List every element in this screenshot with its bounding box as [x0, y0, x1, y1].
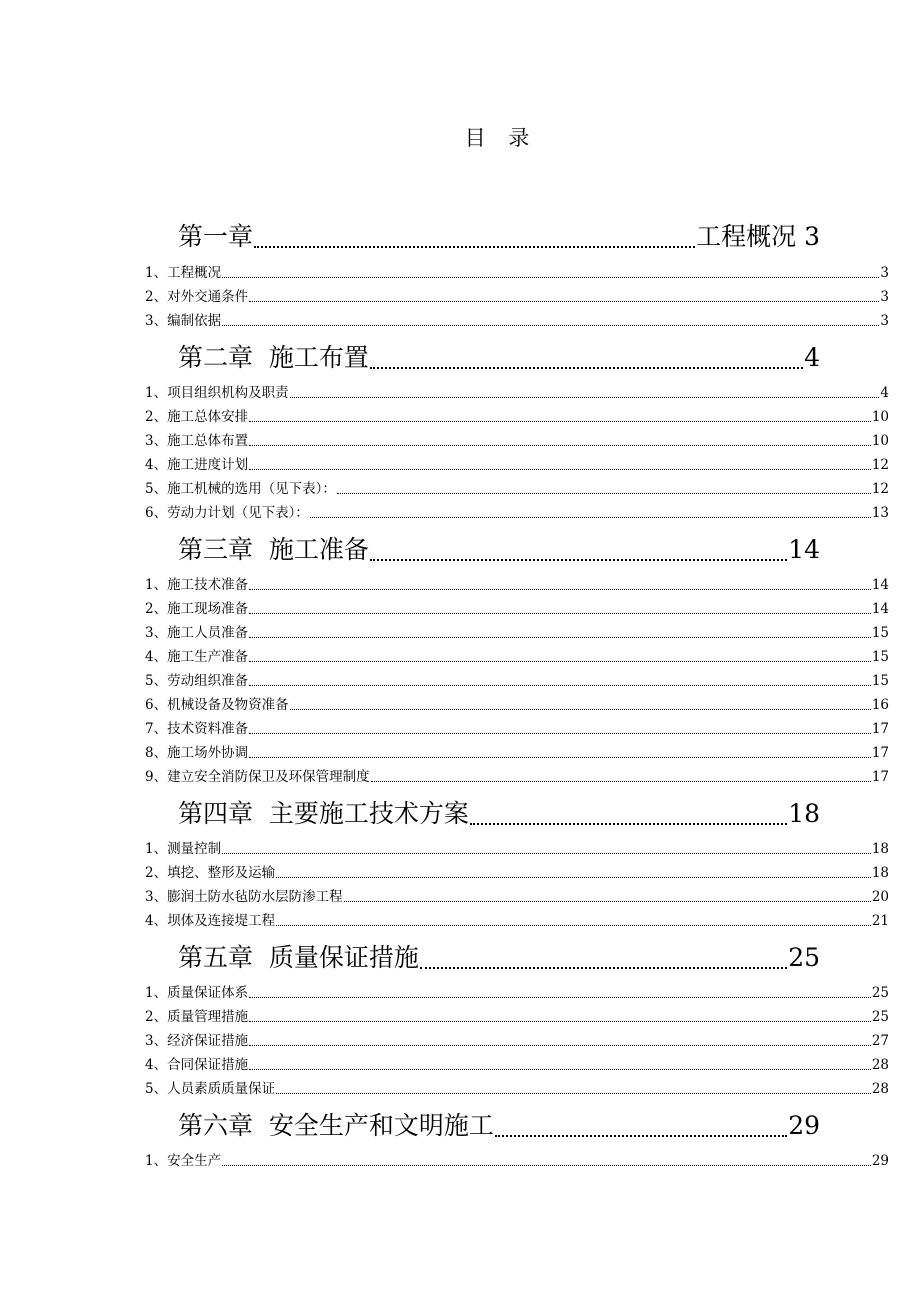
toc-section-entry[interactable]: [145, 717, 889, 737]
section-title: 1、工程概况: [145, 265, 222, 281]
chapter-title: 第三章 施工准备: [178, 535, 369, 564]
page-number: 17: [871, 769, 889, 785]
toc-chapter-entry[interactable]: [178, 1106, 820, 1142]
section-title: 6、劳动力计划（见下表）：: [145, 505, 309, 521]
page-number: 4: [880, 385, 889, 401]
dot-leader: [249, 1044, 871, 1046]
dot-leader: [470, 822, 787, 825]
section-title: 3、施工总体布置: [145, 433, 249, 449]
toc-chapter-entry[interactable]: [178, 530, 820, 566]
toc-section-entry[interactable]: [145, 861, 889, 881]
section-title: 8、施工场外协调: [145, 745, 249, 761]
section-title: 5、施工机械的选用（见下表）：: [145, 481, 336, 497]
page-number: 18: [788, 799, 820, 828]
dot-leader: [249, 996, 871, 998]
dot-leader: [254, 245, 695, 248]
toc-section-entry[interactable]: [145, 453, 889, 473]
dot-leader: [290, 396, 880, 398]
page-number: 25: [871, 1009, 889, 1025]
dot-leader: [249, 300, 879, 302]
dot-leader: [222, 324, 879, 326]
page-number: 28: [871, 1081, 889, 1097]
page-number: 12: [871, 457, 889, 473]
page-number: 15: [871, 649, 889, 665]
toc-section-entry[interactable]: [145, 837, 889, 857]
dot-leader: [495, 1134, 787, 1137]
page-number: 16: [871, 697, 889, 713]
section-title: 3、经济保证措施: [145, 1033, 249, 1049]
page-number: 10: [871, 433, 889, 449]
page-number: 4: [804, 343, 820, 372]
toc-section-entry[interactable]: [145, 429, 889, 449]
toc-chapter-entry[interactable]: [178, 217, 820, 253]
dot-leader: [249, 732, 871, 734]
section-title: 5、人员素质质量保证: [145, 1081, 276, 1097]
toc-section-entry[interactable]: [145, 1149, 889, 1169]
page-number: 29: [871, 1153, 889, 1169]
toc-section-entry[interactable]: [145, 765, 889, 785]
dot-leader: [344, 900, 871, 902]
dot-leader: [249, 660, 871, 662]
section-title: 2、质量管理措施: [145, 1009, 249, 1025]
dot-leader: [249, 684, 871, 686]
toc-section-entry[interactable]: [145, 285, 889, 305]
toc-section-entry[interactable]: [145, 597, 889, 617]
dot-leader: [249, 588, 871, 590]
page-number: 17: [871, 721, 889, 737]
page-number: 17: [871, 745, 889, 761]
toc-section-entry[interactable]: [145, 1077, 889, 1097]
toc-section-entry[interactable]: [145, 381, 889, 401]
page-number: 18: [871, 841, 889, 857]
chapter-title: 第二章 施工布置: [178, 343, 369, 372]
toc-section-entry[interactable]: [145, 981, 889, 1001]
toc-title: 目 录: [464, 126, 538, 150]
dot-leader: [249, 1020, 871, 1022]
dot-leader: [249, 636, 871, 638]
toc-section-entry[interactable]: [145, 693, 889, 713]
toc-section-entry[interactable]: [145, 261, 889, 281]
toc-section-entry[interactable]: [145, 1005, 889, 1025]
page-number: 3: [880, 313, 889, 329]
section-title: 3、膨润土防水毡防水层防渗工程: [145, 889, 343, 905]
section-title: 2、施工总体安排: [145, 409, 249, 425]
chapter-title: 第一章: [178, 222, 254, 251]
page-number: 15: [871, 673, 889, 689]
dot-leader: [276, 1092, 871, 1094]
section-title: 3、编制依据: [145, 313, 222, 329]
page-number: 14: [871, 601, 889, 617]
page-number: 25: [788, 943, 820, 972]
section-title: 3、施工人员准备: [145, 625, 249, 641]
dot-leader: [222, 1164, 871, 1166]
toc-chapter-entry[interactable]: [178, 938, 820, 974]
section-title: 1、测量控制: [145, 841, 222, 857]
page-number: 3: [880, 265, 889, 281]
chapter-trailing-title: 工程概况 3: [696, 222, 820, 251]
page-number: 14: [788, 535, 820, 564]
toc-section-entry[interactable]: [145, 621, 889, 641]
dot-leader: [370, 366, 803, 369]
toc-section-entry[interactable]: [145, 405, 889, 425]
toc-section-entry[interactable]: [145, 1029, 889, 1049]
page-number: 14: [871, 577, 889, 593]
page-number: 18: [871, 865, 889, 881]
toc-chapter-entry[interactable]: [178, 794, 820, 830]
dot-leader: [310, 516, 871, 518]
section-title: 2、施工现场准备: [145, 601, 249, 617]
section-title: 1、质量保证体系: [145, 985, 249, 1001]
toc-section-entry[interactable]: [145, 501, 889, 521]
dot-leader: [249, 468, 871, 470]
section-title: 1、安全生产: [145, 1153, 222, 1169]
page-number: 21: [871, 913, 889, 929]
toc-section-entry[interactable]: [145, 909, 889, 929]
section-title: 2、填挖、整形及运输: [145, 865, 276, 881]
toc-section-entry[interactable]: [145, 573, 889, 593]
page-number: 20: [871, 889, 889, 905]
dot-leader: [337, 492, 871, 494]
page-number: 13: [871, 505, 889, 521]
section-title: 1、项目组织机构及职责: [145, 385, 289, 401]
dot-leader: [222, 276, 879, 278]
toc-chapter-entry[interactable]: [178, 338, 820, 374]
toc-section-entry[interactable]: [145, 741, 889, 761]
toc-section-entry[interactable]: [145, 1053, 889, 1073]
page-number: 10: [871, 409, 889, 425]
toc-section-entry[interactable]: [145, 309, 889, 329]
section-title: 9、建立安全消防保卫及环保管理制度: [145, 769, 370, 785]
section-title: 4、施工生产准备: [145, 649, 249, 665]
toc-section-entry[interactable]: [145, 477, 889, 497]
section-title: 1、施工技术准备: [145, 577, 249, 593]
page-number: 29: [788, 1111, 820, 1140]
page-number: 3: [880, 289, 889, 305]
chapter-title: 第六章 安全生产和文明施工: [178, 1111, 494, 1140]
page-number: 27: [871, 1033, 889, 1049]
section-title: 4、合同保证措施: [145, 1057, 249, 1073]
chapter-title: 第五章 质量保证措施: [178, 943, 419, 972]
page-number: 28: [871, 1057, 889, 1073]
toc-section-entry[interactable]: [145, 669, 889, 689]
dot-leader: [420, 966, 787, 969]
dot-leader: [249, 444, 871, 446]
section-title: 6、机械设备及物资准备: [145, 697, 289, 713]
section-title: 4、坝体及连接堤工程: [145, 913, 276, 929]
page-number: 15: [871, 625, 889, 641]
dot-leader: [249, 1068, 871, 1070]
chapter-title: 第四章 主要施工技术方案: [178, 799, 469, 828]
dot-leader: [276, 924, 871, 926]
toc-section-entry[interactable]: [145, 885, 889, 905]
dot-leader: [222, 852, 871, 854]
section-title: 5、劳动组织准备: [145, 673, 249, 689]
section-title: 4、施工进度计划: [145, 457, 249, 473]
dot-leader: [371, 780, 871, 782]
page-number: 12: [871, 481, 889, 497]
dot-leader: [249, 420, 871, 422]
toc-section-entry[interactable]: [145, 645, 889, 665]
page-number: 25: [871, 985, 889, 1001]
dot-leader: [290, 708, 871, 710]
dot-leader: [249, 612, 871, 614]
dot-leader: [276, 876, 871, 878]
dot-leader: [249, 756, 871, 758]
dot-leader: [370, 558, 787, 561]
section-title: 7、技术资料准备: [145, 721, 249, 737]
section-title: 2、对外交通条件: [145, 289, 249, 305]
